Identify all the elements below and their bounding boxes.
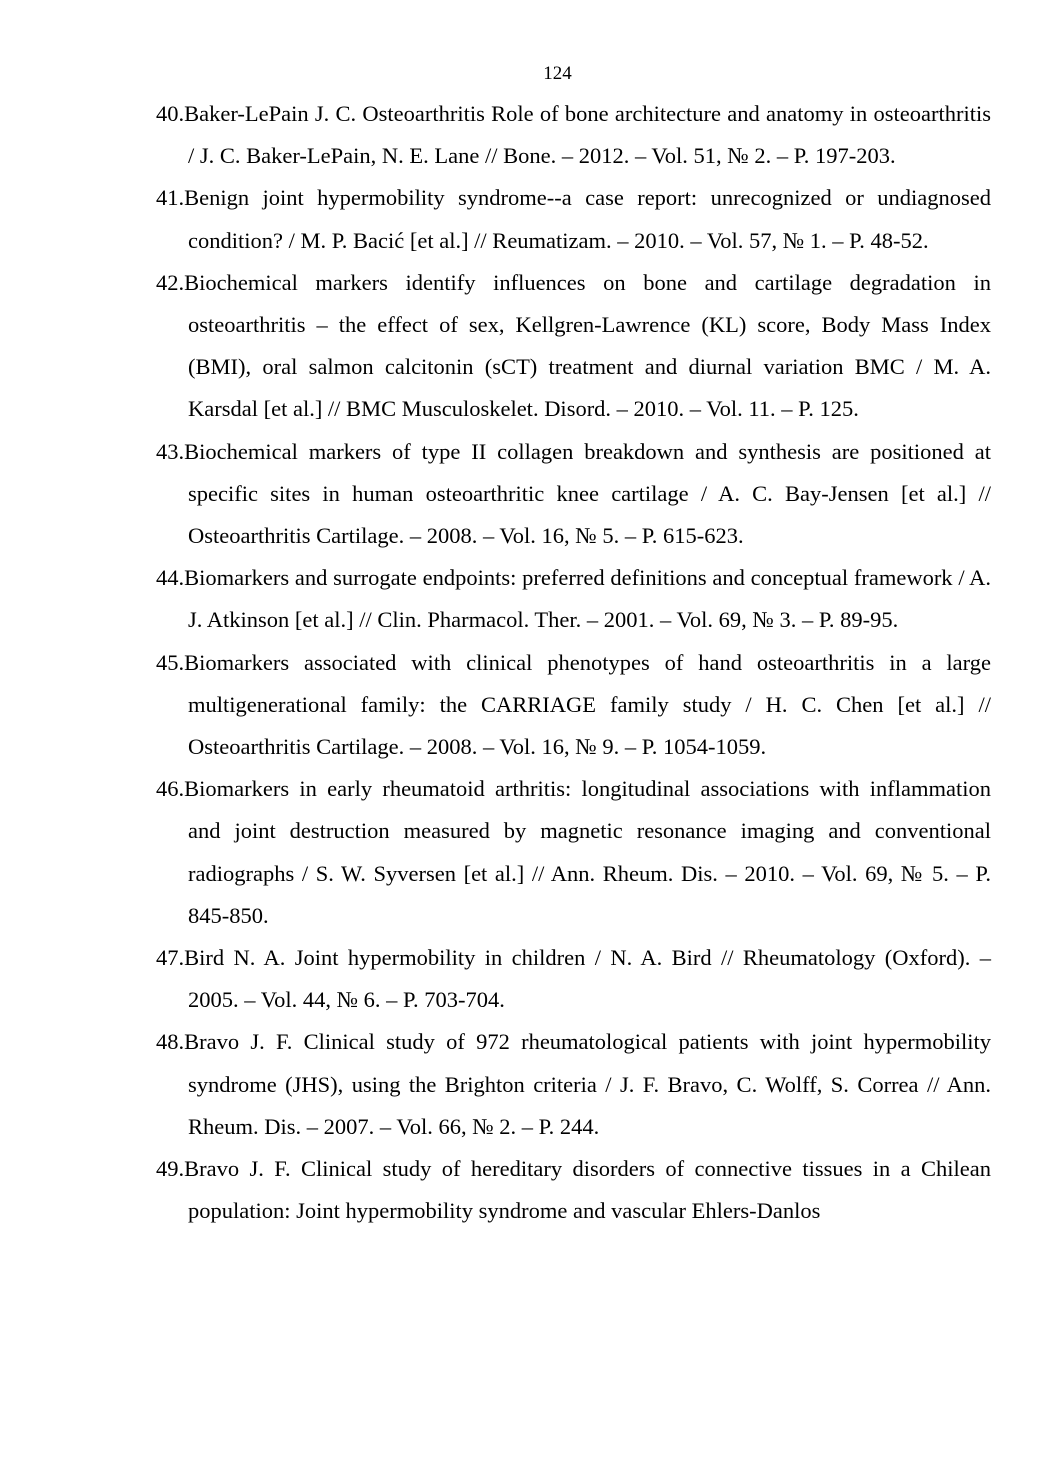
reference-item-46 bbox=[156, 768, 991, 937]
reference-number: 48. bbox=[156, 1029, 185, 1055]
reference-text: Bravo J. F. Clinical study of hereditary disorders of connective tissues in a Chilean population: Joint hypermobility syndrome and vascular Ehlers-Danlos bbox=[184, 1156, 991, 1224]
reference-number: 49. bbox=[156, 1156, 185, 1182]
reference-text: Biochemical markers identify influences on bone and cartilage degradation in osteoarthritis – the effect of sex, Kellgren-Lawrence (KL) score, Body Mass Index (BMI), oral salmon calcitonin (sCT) treatment and diurnal variation BMC / M. A. Karsdal [et al.] // BMC Musculoskelet. Disord. – 2010. – Vol. 11. – P. 125. bbox=[184, 269, 991, 422]
reference-text: Benign joint hypermobility syndrome--a case report: unrecognized or undiagnosed condition? / M. P. Bacić [et al.] // Reumatizam. – 2010. – Vol. 57, № 1. – P. 48-52. bbox=[184, 185, 991, 253]
reference-number: 47. bbox=[156, 945, 185, 971]
reference-number: 46. bbox=[156, 776, 185, 802]
reference-text: Biomarkers and surrogate endpoints: preferred definitions and conceptual framework / A. J. Atkinson [et al.] // Clin. Pharmacol. Ther. – 2001. – Vol. 69, № 3. – P. 89-95. bbox=[184, 565, 991, 633]
reference-item-42 bbox=[156, 262, 991, 431]
reference-item-44 bbox=[156, 557, 991, 641]
reference-number: 42. bbox=[156, 269, 185, 295]
reference-text: Bravo J. F. Clinical study of 972 rheumatological patients with joint hypermobility syndrome (JHS), using the Brighton criteria / J. F. Bravo, C. Wolff, S. Correa // Ann. Rheum. Dis. – 2007. – Vol. 66, № 2. – P. 244. bbox=[184, 1029, 991, 1139]
reference-number: 41. bbox=[156, 185, 185, 211]
reference-item-40 bbox=[156, 93, 991, 177]
reference-item-47 bbox=[156, 937, 991, 1021]
reference-text: Baker-LePain J. C. Osteoarthritis Role of bone architecture and anatomy in osteoarthritis / J. C. Baker-LePain, N. E. Lane // Bone. – 2012. – Vol. 51, № 2. – P. 197-203. bbox=[184, 101, 991, 169]
reference-number: 40. bbox=[156, 101, 185, 126]
reference-text: Biomarkers associated with clinical phenotypes of hand osteoarthritis in a large multigenerational family: the CARRIAGE family study / H. C. Chen [et al.] // Osteoarthritis Cartilage. – 2008. – Vol. 16, № 9. – P. 1054-1059. bbox=[184, 649, 991, 760]
reference-item-41 bbox=[156, 177, 991, 261]
reference-list bbox=[156, 93, 991, 1232]
reference-text: Biomarkers in early rheumatoid arthritis: longitudinal associations with inflammation and joint destruction measured by magnetic resonance imaging and conventional radiographs / S. W. Syversen [et al.] // Ann. Rheum. Dis. – 2010. – Vol. 69, № 5. – P. 845-850. bbox=[184, 776, 991, 928]
reference-number: 43. bbox=[156, 438, 185, 464]
reference-number: 44. bbox=[156, 565, 185, 591]
reference-item-49 bbox=[156, 1148, 991, 1232]
page-number: 124 bbox=[543, 63, 572, 84]
reference-text: Biochemical markers of type II collagen breakdown and synthesis are positioned at specific sites in human osteoarthritic knee cartilage / A. C. Bay-Jensen [et al.] // Osteoarthritis Cartilage. – 2008. – Vol. 16, № 5. – P. 615-623. bbox=[184, 438, 991, 549]
reference-number: 45. bbox=[156, 649, 185, 675]
reference-item-48 bbox=[156, 1021, 991, 1148]
reference-text: Bird N. A. Joint hypermobility in children / N. A. Bird // Rheumatology (Oxford). – 2005. – Vol. 44, № 6. – P. 703-704. bbox=[184, 945, 991, 1013]
reference-item-43 bbox=[156, 431, 991, 558]
reference-item-45 bbox=[156, 642, 991, 769]
